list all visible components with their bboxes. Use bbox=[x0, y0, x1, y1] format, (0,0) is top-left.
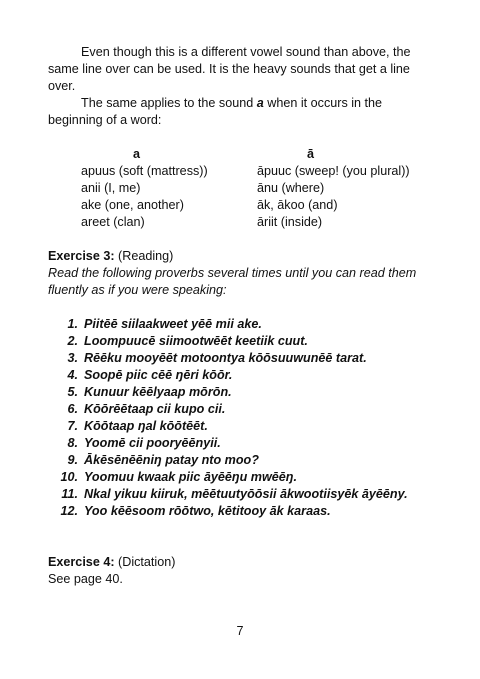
vowel-table-header-left: a bbox=[133, 147, 141, 161]
list-item-number: 5. bbox=[67, 385, 78, 399]
exercise-3-instruction: Read the following proverbs several times until you can read them fluently as if you were speaking: bbox=[48, 266, 417, 297]
list-item bbox=[48, 316, 434, 333]
list-item-text: Loompuucē siimootwēēt keetiik cuut. bbox=[84, 334, 308, 348]
vowel-table-cell-left: anii (I, me) bbox=[81, 181, 141, 195]
list-item bbox=[48, 503, 434, 520]
exercise-4-title: Exercise 4: bbox=[48, 555, 115, 569]
intro-paragraph-2-letter: a bbox=[256, 96, 264, 110]
list-item-text: Ākēsēnēēniŋ patay nto moo? bbox=[84, 453, 259, 467]
exercise-4-body: See page 40. bbox=[48, 572, 123, 586]
list-item-number: 3. bbox=[67, 351, 78, 365]
exercise-3-subtitle: (Reading) bbox=[114, 249, 174, 263]
list-item-number: 11. bbox=[61, 487, 78, 501]
vowel-table-cell-right: āk, ākoo (and) bbox=[257, 198, 338, 212]
vowel-table-row bbox=[81, 163, 441, 180]
vowel-table-header bbox=[81, 146, 441, 163]
list-item bbox=[48, 350, 434, 367]
list-item-number: 1. bbox=[67, 317, 78, 331]
list-item-text: Yoo kēēsoom rōōtwo, kētitooy āk karaas. bbox=[84, 504, 331, 518]
list-item-text: Yoomuu kwaak piic āyēēŋu mwēēŋ. bbox=[84, 470, 297, 484]
page-number: 7 bbox=[236, 624, 244, 638]
list-item bbox=[48, 401, 434, 418]
vowel-table-row bbox=[81, 197, 441, 214]
list-item bbox=[48, 435, 434, 452]
vowel-table-row bbox=[81, 180, 441, 197]
list-item bbox=[48, 384, 434, 401]
exercise-3-heading bbox=[48, 248, 434, 265]
intro-paragraph-1: Even though this is a different vowel sound than above, the same line over can be used. It is the heavy sounds that get a line over. bbox=[48, 45, 411, 93]
list-item-number: 2. bbox=[67, 334, 78, 348]
list-item-text: Soopē piic cēē ŋēri kōōr. bbox=[84, 368, 233, 382]
list-item-number: 10. bbox=[60, 470, 78, 484]
list-item-text: Nkal yikuu kiiruk, mēētuutyōōsii ākwootiisyēk āyēēny. bbox=[84, 487, 408, 501]
list-item-text: Kōōrēētaap cii kupo cii. bbox=[84, 402, 226, 416]
vowel-table-cell-right: ānu (where) bbox=[257, 181, 325, 195]
intro-paragraph-2-prefix: The same applies to the sound bbox=[81, 96, 257, 110]
list-item bbox=[48, 486, 434, 503]
page-content bbox=[48, 44, 434, 588]
list-item-text: Kōōtaap ŋal kōōtēēt. bbox=[84, 419, 208, 433]
vowel-table-row bbox=[81, 214, 441, 231]
list-item-number: 8. bbox=[67, 436, 78, 450]
exercise-4-heading bbox=[48, 554, 434, 571]
list-item-text: Piitēē siilaakweet yēē mii ake. bbox=[84, 317, 262, 331]
list-item-text: Kunuur kēēlyaap mōrōn. bbox=[84, 385, 232, 399]
proverb-list bbox=[48, 316, 434, 520]
intro-paragraph-2-suffix: when it occurs in the beginning of a word: bbox=[48, 96, 383, 127]
list-item bbox=[48, 367, 434, 384]
list-item-number: 9. bbox=[67, 453, 78, 467]
list-item-number: 6. bbox=[67, 402, 78, 416]
exercise-4-subtitle: (Dictation) bbox=[114, 555, 176, 569]
list-item-number: 7. bbox=[67, 419, 78, 433]
list-item-text: Rēēku mooyēēt motoontya kōōsuuwunēē tarat. bbox=[84, 351, 367, 365]
list-item-number: 12. bbox=[60, 504, 78, 518]
vowel-table-cell-right: āriit (inside) bbox=[257, 215, 323, 229]
list-item bbox=[48, 333, 434, 350]
list-item bbox=[48, 452, 434, 469]
vowel-table-cell-right: āpuuc (sweep! (you plural)) bbox=[257, 164, 410, 178]
intro-paragraph-2 bbox=[48, 95, 434, 129]
list-item-number: 4. bbox=[67, 368, 78, 382]
list-item bbox=[48, 469, 434, 486]
exercise-3-title: Exercise 3: bbox=[48, 249, 115, 263]
vowel-table-cell-left: apuus (soft (mattress)) bbox=[81, 164, 208, 178]
list-item bbox=[48, 418, 434, 435]
list-item-text: Yoomē cii pooryēēnyii. bbox=[84, 436, 221, 450]
vowel-table-cell-left: areet (clan) bbox=[81, 215, 145, 229]
vowel-table-header-right: ā bbox=[307, 147, 315, 161]
vowel-table-cell-left: ake (one, another) bbox=[81, 198, 184, 212]
vowel-comparison-table bbox=[81, 146, 441, 231]
